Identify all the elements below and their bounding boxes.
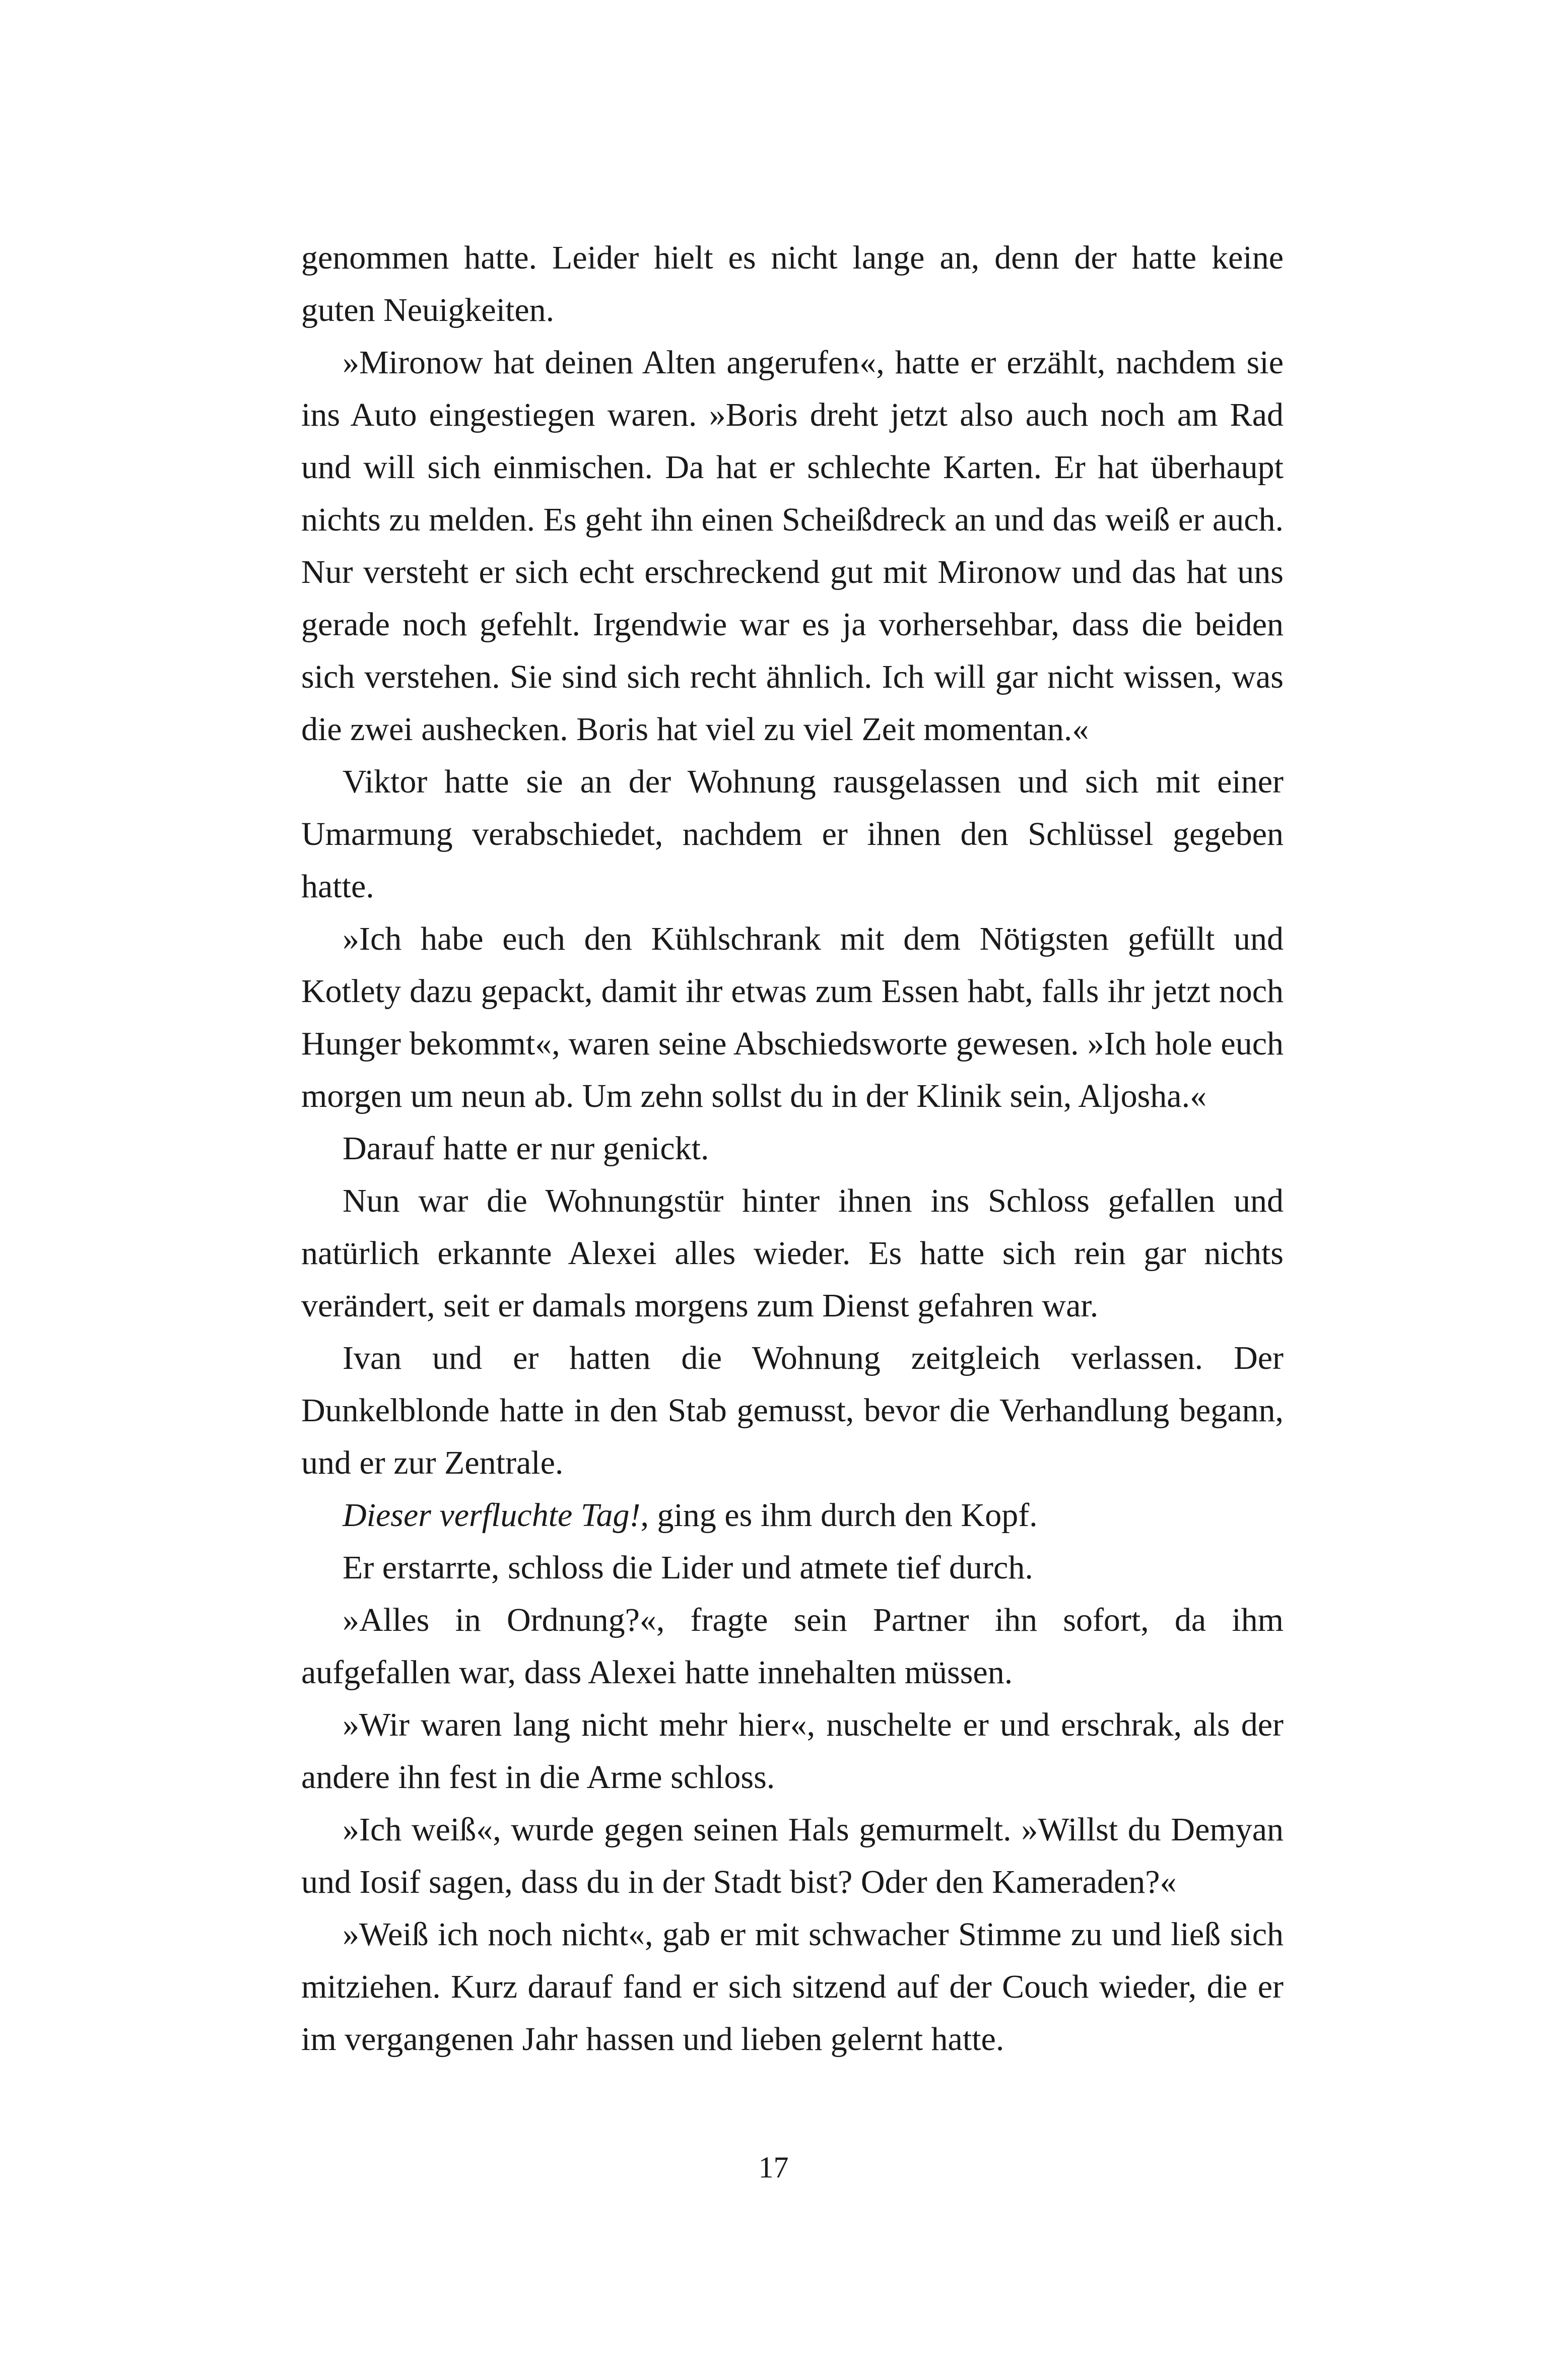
paragraph-11: »Wir waren lang nicht mehr hier«, nuschelte er und erschrak, als der andere ihn fest in die Arme schloss. (301, 1706, 1284, 1796)
paragraph-1: genommen hatte. Leider hielt es nicht lange an, denn der hatte keine guten Neuigkeiten. (301, 239, 1284, 328)
paragraph-4: »Ich habe euch den Kühlschrank mit dem Nötigsten gefüllt und Kotlety dazu gepackt, damit ihr etwas zum Essen habt, falls ihr jetzt noch Hunger bekommt«, waren seine Abschiedsworte gewesen. »Ich hole euch morgen um neun ab. Um zehn sollst du in der Klinik sein, Aljosha.« (301, 920, 1284, 1114)
paragraph-13: »Weiß ich noch nicht«, gab er mit schwacher Stimme zu und ließ sich mitziehen. Kurz darauf fand er sich sitzend auf der Couch wieder, die er im vergangenen Jahr hassen und lieben gelernt hatte. (301, 1916, 1284, 2058)
paragraph-5: Darauf hatte er nur genickt. (343, 1130, 709, 1167)
paragraph-8 (301, 1489, 1284, 1542)
paragraph-10: »Alles in Ordnung?«, fragte sein Partner ihn sofort, da ihm aufgefallen war, dass Alexei hatte innehalten müssen. (301, 1602, 1284, 1691)
paragraph-12: »Ich weiß«, wurde gegen seinen Hals gemurmelt. »Willst du Demyan und Iosif sagen, dass du in der Stadt bist? Oder den Kameraden?« (301, 1811, 1284, 1900)
paragraph-6: Nun war die Wohnungstür hinter ihnen ins Schloss gefallen und natürlich erkannte Alexei alles wieder. Es hatte sich rein gar nichts verändert, seit er damals morgens zum Dienst gefahren war. (301, 1182, 1284, 1324)
page-number: 17 (758, 2151, 789, 2184)
paragraph-9: Er erstarrte, schloss die Lider und atmete tief durch. (343, 1549, 1033, 1586)
italic-thought: Dieser verfluchte Tag! (343, 1497, 641, 1534)
paragraph-3: Viktor hatte sie an der Wohnung rausgelassen und sich mit einer Umarmung verabschiedet, nachdem er ihnen den Schlüssel gegeben hatte. (301, 763, 1284, 905)
paragraph-7: Ivan und er hatten die Wohnung zeitgleich verlassen. Der Dunkelblonde hatte in den Stab gemusst, bevor die Verhandlung begann, und er zur Zentrale. (301, 1340, 1284, 1481)
body-text (301, 232, 1284, 2066)
paragraph-8-rest: , ging es ihm durch den Kopf. (640, 1497, 1038, 1534)
paragraph-2: »Mironow hat deinen Alten angerufen«, hatte er erzählt, nachdem sie ins Auto eingestiegen waren. »Boris dreht jetzt also auch noch am Rad und will sich einmischen. Da hat er schlechte Karten. Er hat überhaupt nichts zu melden. Es geht ihn einen Scheißdreck an und das weiß er auch. Nur versteht er sich echt erschreckend gut mit Mironow und das hat uns gerade noch gefehlt. Irgendwie war es ja vorhersehbar, dass die beiden sich verstehen. Sie sind sich recht ähnlich. Ich will gar nicht wissen, was die zwei aushecken. Boris hat viel zu viel Zeit momentan.« (301, 344, 1284, 748)
